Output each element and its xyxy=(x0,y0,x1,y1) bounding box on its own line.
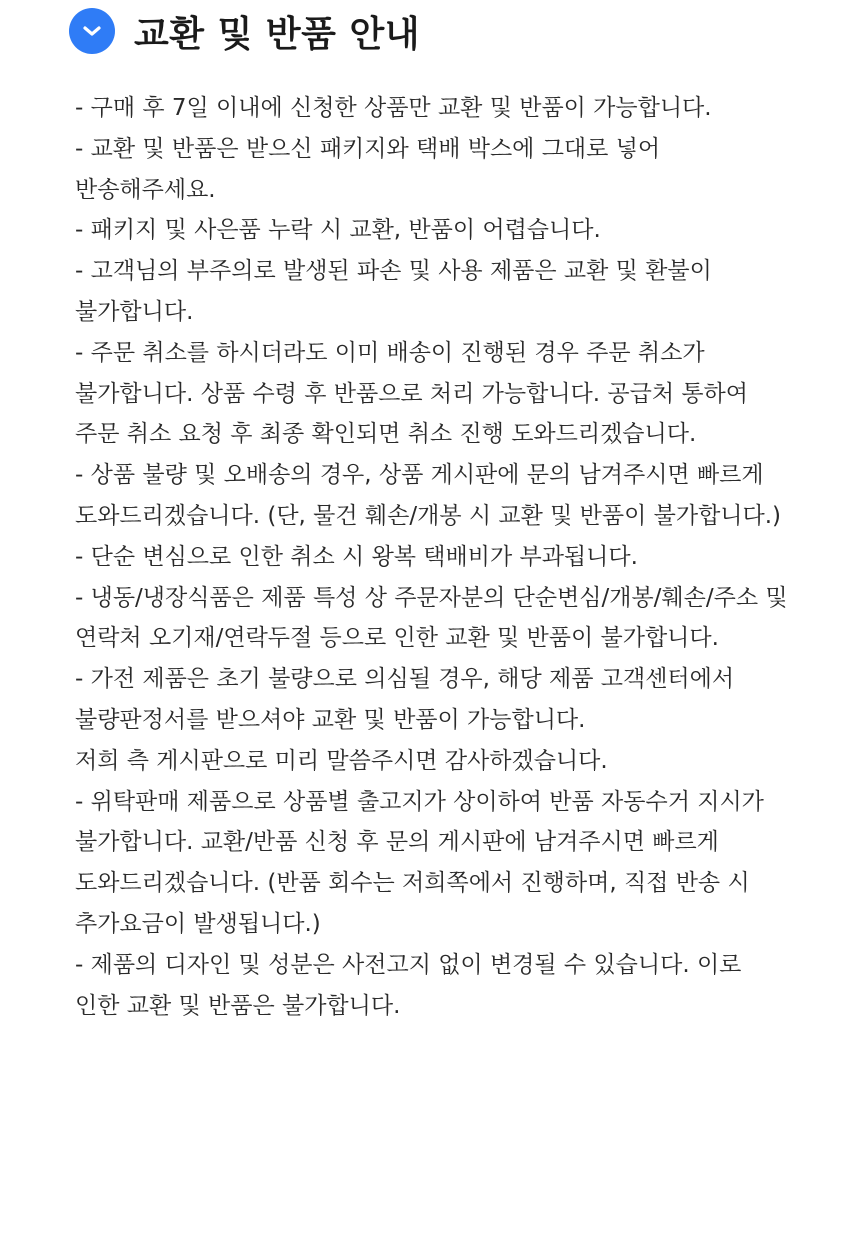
section-title: 교환 및 반품 안내 xyxy=(134,13,421,55)
notice-item: - 제품의 디자인 및 성분은 사전고지 없이 변경될 수 있습니다. 이로 인한 교환 및 반품은 불가합니다. xyxy=(75,951,742,1019)
section-header[interactable] xyxy=(69,7,420,55)
notice-item: - 상품 불량 및 오배송의 경우, 상품 게시판에 문의 남겨주시면 빠르게 도와드리겠습니다. (단, 물건 훼손/개봉 시 교환 및 반품이 불가합니다.) xyxy=(75,462,782,529)
notice-list xyxy=(75,88,790,1026)
notice-item: 저희 측 게시판으로 미리 말씀주시면 감사하겠습니다. xyxy=(75,747,608,774)
notice-item: - 구매 후 7일 이내에 신청한 상품만 교환 및 반품이 가능합니다. xyxy=(75,95,712,121)
notice-item: - 고객님의 부주의로 발생된 파손 및 사용 제품은 교환 및 환불이 불가합니다. xyxy=(75,258,712,325)
notice-item: - 교환 및 반품은 받으신 패키지와 택배 박스에 그대로 넣어 반송해주세요. xyxy=(75,135,661,203)
notice-item: - 단순 변심으로 인한 취소 시 왕복 택배비가 부과됩니다. xyxy=(75,543,638,570)
notice-item: - 위탁판매 제품으로 상품별 출고지가 상이하여 반품 자동수거 지시가 불가합니다. 교환/반품 신청 후 문의 게시판에 남겨주시면 빠르게 도와드리겠습니다. (반품 회수는 저희쪽에서 진행하며, 직접 반송 시 추가요금이 발생됩니다.) xyxy=(75,788,764,937)
chevron-down-icon[interactable] xyxy=(69,8,115,54)
notice-item: - 가전 제품은 초기 불량으로 의심될 경우, 해당 제품 고객센터에서 불량판정서를 받으셔야 교환 및 반품이 가능합니다. xyxy=(75,666,735,733)
notice-item: - 냉동/냉장식품은 제품 특성 상 주문자분의 단순변심/개봉/훼손/주소 및 연락처 오기재/연락두절 등으로 인한 교환 및 반품이 불가합니다. xyxy=(75,584,788,652)
notice-item: - 패키지 및 사은품 누락 시 교환, 반품이 어렵습니다. xyxy=(75,217,601,244)
notice-item: - 주문 취소를 하시더라도 이미 배송이 진행된 경우 주문 취소가 불가합니다. 상품 수령 후 반품으로 처리 가능합니다. 공급처 통하여 주문 취소 요청 후 최종 확인되면 취소 진행 도와드리겠습니다. xyxy=(75,339,748,448)
